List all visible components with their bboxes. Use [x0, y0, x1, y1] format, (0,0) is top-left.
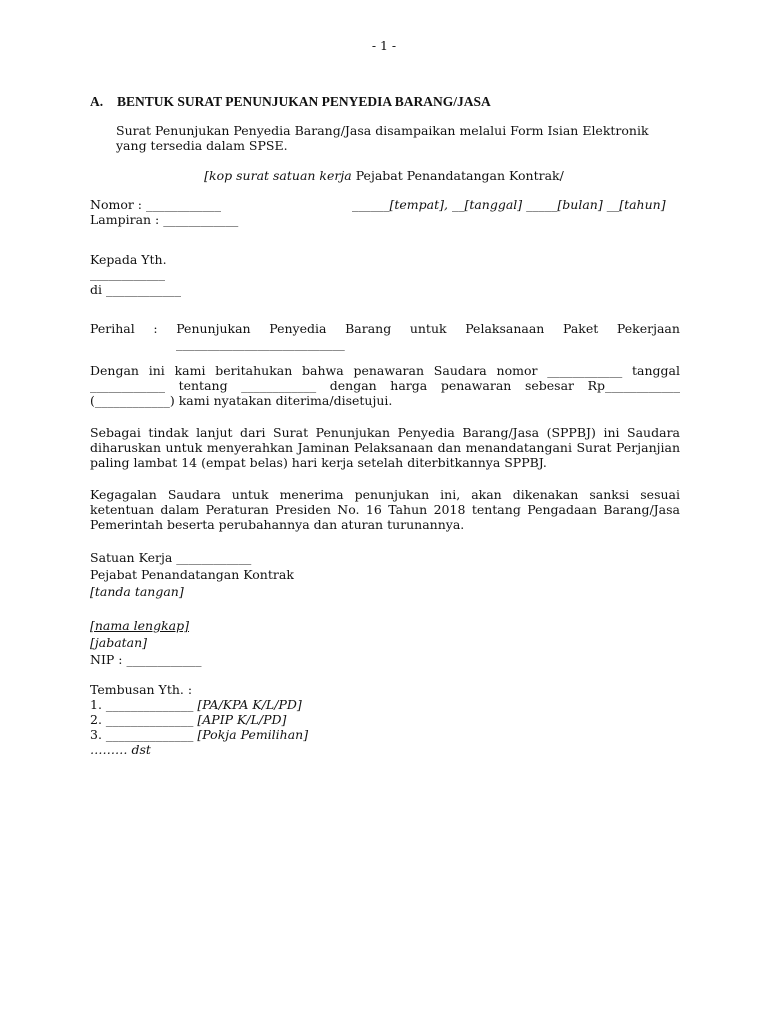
cc-item-number: 1. — [90, 697, 102, 712]
signing-official: Pejabat Penandatangan Kontrak — [90, 567, 294, 582]
cc-item-label: [PA/KPA K/L/PD] — [197, 697, 302, 712]
cc-etc: ……… dst — [90, 742, 151, 757]
recipient-line: ____________ — [90, 266, 165, 281]
cc-item-label: [Pokja Pemilihan] — [197, 727, 309, 742]
lampiran-field: Lampiran : ____________ — [90, 212, 239, 227]
subject-word: Pekerjaan — [616, 321, 680, 336]
cc-item-number: 2. — [90, 712, 102, 727]
cc-item — [90, 712, 308, 727]
kop-italic: [kop surat satuan kerja — [204, 168, 352, 183]
intro-paragraph: Surat Penunjukan Penyedia Barang/Jasa disampaikan melalui Form Isian Elektronik yang tersedia dalam SPSE. — [116, 123, 649, 153]
subject-package-line: ___________________________ — [176, 336, 345, 351]
subject-word: : — [153, 321, 158, 336]
recipient-title: Kepada Yth. — [90, 252, 167, 267]
cc-item-line: ______________ — [105, 712, 194, 727]
section-title: BENTUK SURAT PENUNJUKAN PENYEDIA BARANG/JASA — [117, 94, 491, 109]
cc-item-line: ______________ — [105, 727, 194, 742]
signature-placeholder: [tanda tangan] — [90, 584, 184, 599]
signature-block — [90, 550, 294, 669]
work-unit-field: Satuan Kerja ____________ — [90, 550, 252, 565]
subject-word: Perihal — [90, 321, 135, 336]
cc-block — [90, 682, 308, 757]
position-placeholder: [jabatan] — [90, 635, 148, 650]
nomor-field: Nomor : ____________ — [90, 197, 221, 212]
cc-item — [90, 697, 308, 712]
subject-word: Penunjukan — [176, 321, 251, 336]
cc-title: Tembusan Yth. : — [90, 682, 193, 697]
section-heading — [90, 94, 491, 109]
subject-block — [90, 321, 680, 351]
acceptance-paragraph: Dengan ini kami beritahukan bahwa penawaran Saudara nomor ____________ tanggal ____________ tentang ____________ dengan harga penawaran sebesar Rp____________ (____________) kami nyatakan diterima/disetujui. — [90, 363, 680, 408]
full-name-placeholder: [nama lengkap] — [90, 618, 190, 633]
kop-normal: Pejabat Penandatangan Kontrak/ — [355, 168, 564, 183]
letterhead-placeholder — [0, 168, 768, 183]
cc-item — [90, 727, 308, 742]
subject-word: Penyedia — [269, 321, 327, 336]
subject-word: Pelaksanaan — [465, 321, 545, 336]
cc-item-label: [APIP K/L/PD] — [197, 712, 287, 727]
cc-item-number: 3. — [90, 727, 102, 742]
subject-word: Barang — [345, 321, 392, 336]
subject-word: untuk — [409, 321, 447, 336]
cc-item-line: ______________ — [105, 697, 194, 712]
recipient-location: di ____________ — [90, 282, 181, 297]
subject-line — [90, 321, 680, 336]
subject-word: Paket — [562, 321, 599, 336]
section-number: A. — [90, 94, 104, 109]
follow-up-paragraph: Sebagai tindak lanjut dari Surat Penunjukan Penyedia Barang/Jasa (SPPBJ) ini Saudara diharuskan untuk menyerahkan Jaminan Pelaksanaan dan menandatangani Surat Perjanjian paling lambat 14 (empat belas) hari kerja setelah diterbitkannya SPPBJ. — [90, 425, 680, 470]
place-date-field: ______[tempat], __[tanggal] _____[bulan] __[tahun] — [352, 197, 666, 212]
page-number: - 1 - — [371, 38, 397, 53]
sanction-paragraph: Kegagalan Saudara untuk menerima penunjukan ini, akan dikenakan sanksi sesuai ketentuan dalam Peraturan Presiden No. 16 Tahun 2018 tentang Pengadaan Barang/Jasa Pemerintah beserta perubahannya dan aturan turunannya. — [90, 487, 680, 532]
nip-field: NIP : ____________ — [90, 652, 202, 667]
